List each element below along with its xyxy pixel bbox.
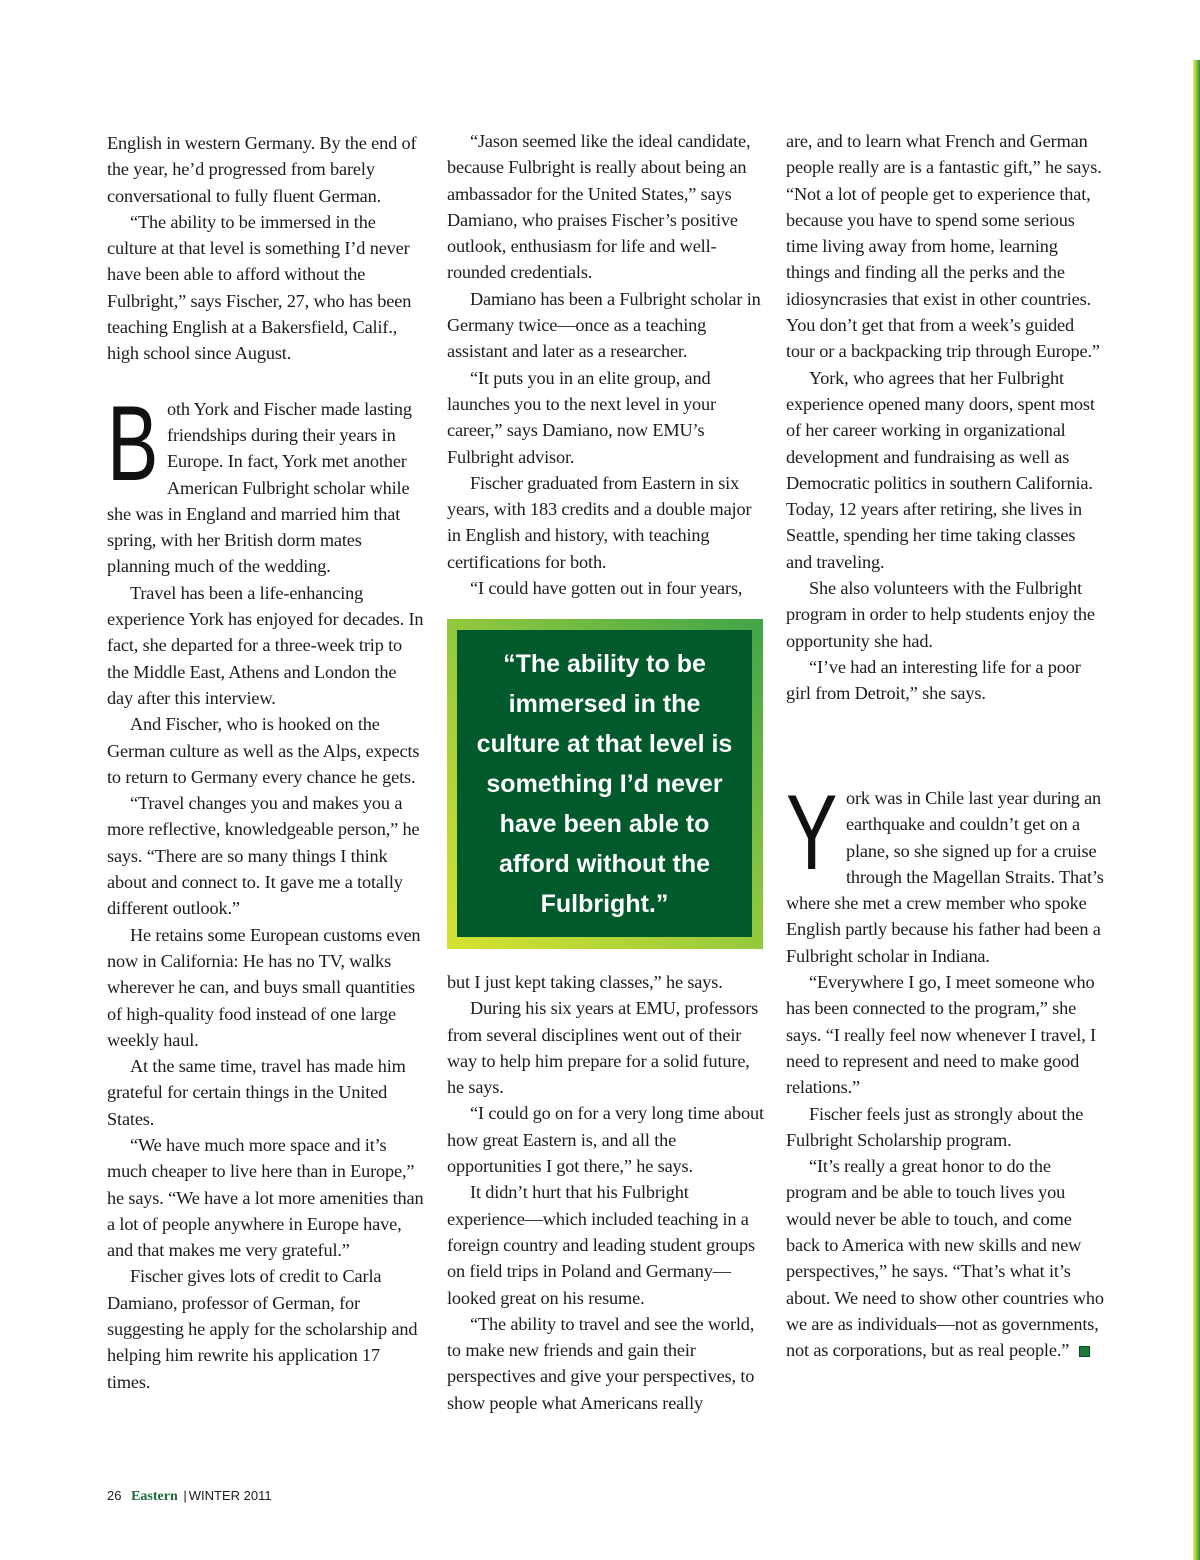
dropcap-paragraph [107,382,425,580]
body-paragraph: “I’ve had an interesting life for a poor girl from Detroit,” she says. [786,656,1081,704]
drop-cap-letter: Y [786,772,838,892]
body-paragraph: “Travel changes you and makes you a more reflective, knowledgeable person,” he says. “There are so many things I think about and connect to. It gave me a totally different outlook.” [107,793,420,919]
drop-cap-letter: B [107,382,159,503]
body-paragraph: “It puts you in an elite group, and launches you to the next level in your career,” says Damiano, now EMU’s Fulbright advisor. [447,367,716,467]
body-paragraph: York, who agrees that her Fulbright experience opened many doors, spent most of her career working in organizational development and fundraising as well as Democratic politics in southern California. Today, 12 years after retiring, she lives in Seattle, spending her time taking classes and traveling. [786,367,1095,572]
magazine-name: Eastern [131,1489,178,1504]
body-paragraph: “The ability to be immersed in the culture at that level is something I’d never have been able to afford without the Fulbright,” says Fischer, 27, who has been teaching English at a Bakersfield, Calif., high school since August. [107,211,412,364]
page-footer [107,1488,272,1505]
page-number: 26 [107,1488,122,1503]
body-paragraph: At the same time, travel has made him grateful for certain things in the United States. [107,1056,406,1129]
article-column-2-top [447,128,765,601]
body-paragraph: Damiano has been a Fulbright scholar in Germany twice—once as a teaching assistant and later as a researcher. [447,288,761,362]
issue-label: WINTER 2011 [188,1488,272,1503]
body-paragraph: “Jason seemed like the ideal candidate, because Fulbright is really about being an ambassador for the United States,” says Damiano, who praises Fischer’s positive outlook, enthusiasm for life and well-rounded credentials. [447,131,751,283]
body-paragraph: but I just kept taking classes,” he says. [447,972,723,992]
body-paragraph: And Fischer, who is hooked on the German culture as well as the Alps, expects to return to Germany every chance he gets. [107,714,420,787]
pull-quote-panel [457,630,752,937]
body-paragraph: “Everywhere I go, I meet someone who has been connected to the program,” she says. “I really feel now whenever I travel, I need to represent and need to make good relations.” [786,972,1096,1098]
article-column-3-bottom [786,772,1104,1364]
page-edge-accent-bar [1193,60,1200,1560]
body-paragraph: “The ability to travel and see the world, to make new friends and gain their perspectives and give your perspectives, to show people what Americans really [447,1313,755,1413]
pull-quote-text: “The ability to be immersed in the culture at that level is something I’d never have been able to afford without the Fulbright.” [476,649,733,918]
body-paragraph: “I could go on for a very long time about how great Eastern is, and all the opportunities I got there,” he says. [447,1103,764,1177]
body-paragraph [786,1153,1104,1363]
body-paragraph: She also volunteers with the Fulbright program in order to help students enjoy the opportunity she had. [786,578,1095,651]
body-paragraph: are, and to learn what French and German people really are is a fantastic gift,” he says. “Not a lot of people get to experience that, because you have to spend some serious time living away from home, learning things and finding all the perks and the idiosyncrasies that exist in other countries. You don’t get that from a week’s guided tour or a backpacking trip through Europe.” [786,131,1102,362]
footer-separator: | [183,1488,187,1503]
article-column-3-top [786,128,1104,707]
body-paragraph: Fischer gives lots of credit to Carla Damiano, professor of German, for suggesting he apply for the scholarship and helping him rewrite his application 17 times. [107,1266,418,1392]
article-column-1 [107,130,425,1395]
body-paragraph: “I could have gotten out in four years, [470,578,743,599]
pull-quote-box [447,619,763,949]
body-paragraph: Fischer feels just as strongly about the Fulbright Scholarship program. [786,1103,1084,1150]
body-paragraph: It didn’t hurt that his Fulbright experience—which included teaching in a foreign country and leading student groups on field trips in Poland and Germany—looked great on his resume. [447,1182,755,1308]
end-of-story-icon [1079,1346,1090,1357]
body-paragraph: Travel has been a life-enhancing experience York has enjoyed for decades. In fact, she departed for a three-week trip to the Middle East, Athens and London the day after this interview. [107,582,424,708]
body-paragraph: English in western Germany. By the end of the year, he’d progressed from barely conversational to fully fluent German. [107,133,417,206]
dropcap-paragraph-text: ork was in Chile last year during an earthquake and couldn’t get on a plane, so she signed up for a cruise through the Magellan Straits. That’s where she met a crew member who spoke English partly because his father had been a Fulbright scholar in Indiana. [786,788,1104,966]
body-paragraph: He retains some European customs even now in California: He has no TV, walks wherever he can, and buys small quantities of high-quality food instead of one large weekly haul. [107,924,421,1050]
article-column-2-bottom [447,969,765,1416]
dropcap-paragraph [786,772,1104,969]
body-paragraph: Fischer graduated from Eastern in six years, with 183 credits and a double major in English and history, with teaching certifications for both. [447,472,752,572]
body-paragraph: “We have much more space and it’s much cheaper to live here than in Europe,” he says. “We have a lot more amenities than a lot of people anywhere in Europe have, and that makes me very grateful.” [107,1134,424,1261]
closing-paragraph-text: “It’s really a great honor to do the program and be able to touch lives you would never be able to touch, and come back to America with new skills and new perspectives,” he says. “That’s what it’s about. We need to show other countries who we are as individuals—not as governments, not as corporations, but as real people.” [786,1156,1104,1361]
dropcap-paragraph-text: oth York and Fischer made lasting friendships during their years in Europe. In fact, York met another American Fulbright scholar while she was in England and married him that spring, with her British dorm mates planning much of the wedding. [107,398,412,577]
body-paragraph: During his six years at EMU, professors from several disciplines went out of their way to help him prepare for a solid future, he says. [447,998,759,1098]
